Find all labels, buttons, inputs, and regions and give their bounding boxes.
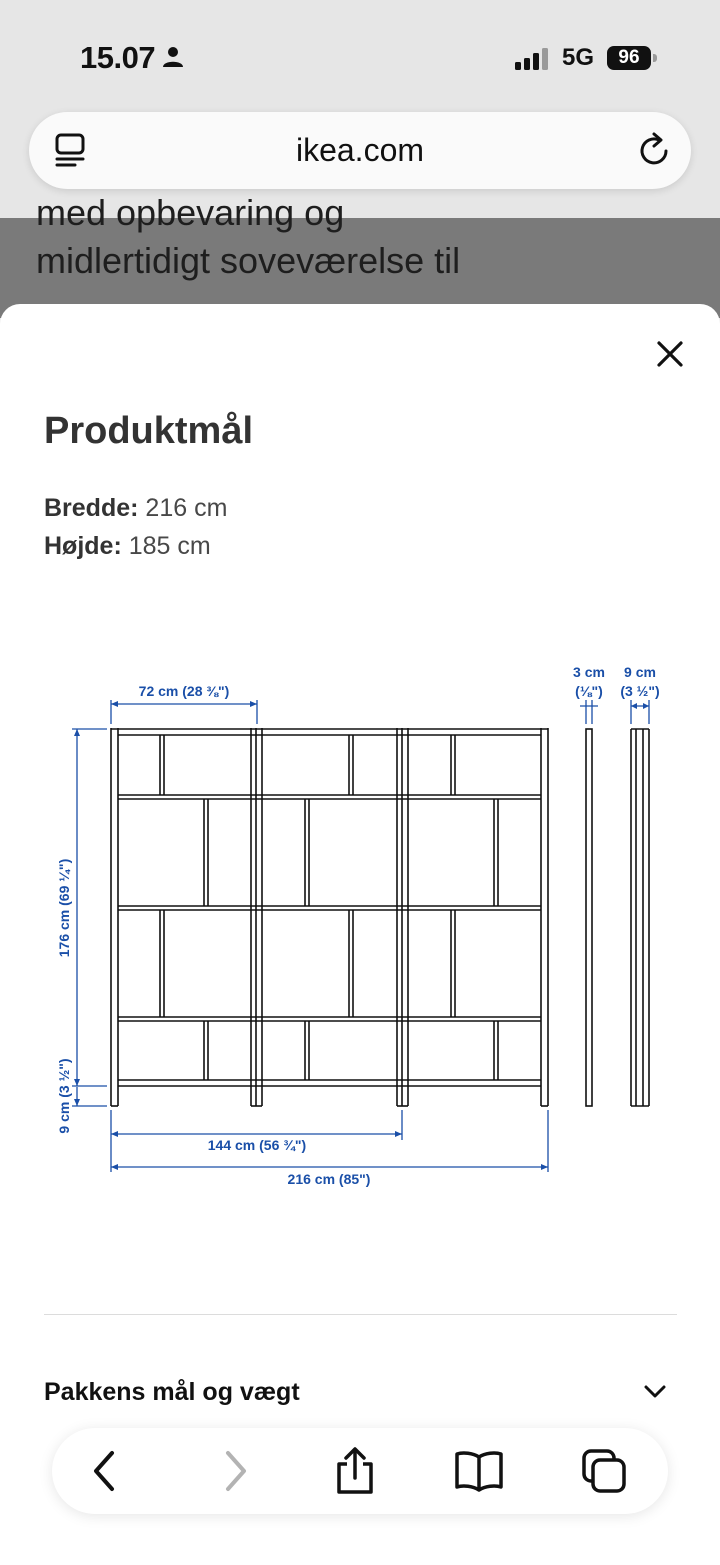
forward-button[interactable] xyxy=(210,1446,260,1496)
url-text[interactable]: ikea.com xyxy=(295,132,425,168)
spec-width xyxy=(44,494,227,523)
back-icon[interactable] xyxy=(90,1449,120,1493)
spec-width-value: 216 cm xyxy=(145,494,228,522)
tabs-button[interactable] xyxy=(579,1446,629,1496)
dim-panel-depth-bottom: (⅛") xyxy=(575,683,603,699)
dim-panel-depth-top: 3 cm xyxy=(573,664,605,680)
background-text: midlertidigt soveværelse til xyxy=(36,240,461,281)
dim-post-depth-bottom: (3 ½") xyxy=(620,683,660,699)
address-bar[interactable] xyxy=(29,112,691,189)
share-icon[interactable] xyxy=(333,1446,377,1496)
background-text-partial: med opbevaring og xyxy=(36,192,345,233)
back-button[interactable] xyxy=(80,1446,130,1496)
bookmarks-button[interactable] xyxy=(454,1446,504,1496)
sheet-title: Produktmål xyxy=(44,410,254,452)
spec-height-label: Højde: xyxy=(44,532,122,560)
close-icon[interactable] xyxy=(650,334,690,374)
status-time: 15.07 xyxy=(80,40,156,75)
share-button[interactable] xyxy=(330,1446,380,1496)
dim-foot-label: 9 cm (3 ½") xyxy=(56,1058,72,1134)
shelf-unit-drawing xyxy=(111,728,649,1106)
reload-icon[interactable] xyxy=(637,130,673,168)
signal-icon xyxy=(515,48,551,70)
dim-total-width-label: 216 cm (85") xyxy=(287,1171,371,1187)
package-dimensions-section[interactable]: Pakkens mål og vægt xyxy=(44,1378,300,1406)
dim-height-label: 176 cm (69 ¼") xyxy=(56,858,72,958)
bookmarks-icon[interactable] xyxy=(453,1449,505,1493)
spec-height xyxy=(44,532,211,561)
network-type: 5G xyxy=(562,44,595,71)
dim-post-depth-top: 9 cm xyxy=(624,664,656,680)
status-bar xyxy=(0,0,720,110)
spec-width-label: Bredde: xyxy=(44,494,139,522)
tabs-icon[interactable] xyxy=(580,1447,628,1495)
spec-height-value: 185 cm xyxy=(128,532,211,560)
section-divider xyxy=(44,1314,677,1315)
dimension-drawing xyxy=(40,650,680,1210)
battery-cap xyxy=(653,54,657,62)
person-icon xyxy=(162,46,184,68)
dimension-lines xyxy=(72,700,649,1172)
battery-level: 96 xyxy=(607,46,651,70)
background-page xyxy=(0,192,720,318)
chevron-down-icon[interactable] xyxy=(643,1384,667,1400)
forward-icon[interactable] xyxy=(220,1449,250,1493)
browser-toolbar xyxy=(52,1428,668,1514)
dim-module-width-label: 72 cm (28 ⅜") xyxy=(138,683,230,699)
dim-two-modules-label: 144 cm (56 ¾") xyxy=(207,1137,307,1153)
